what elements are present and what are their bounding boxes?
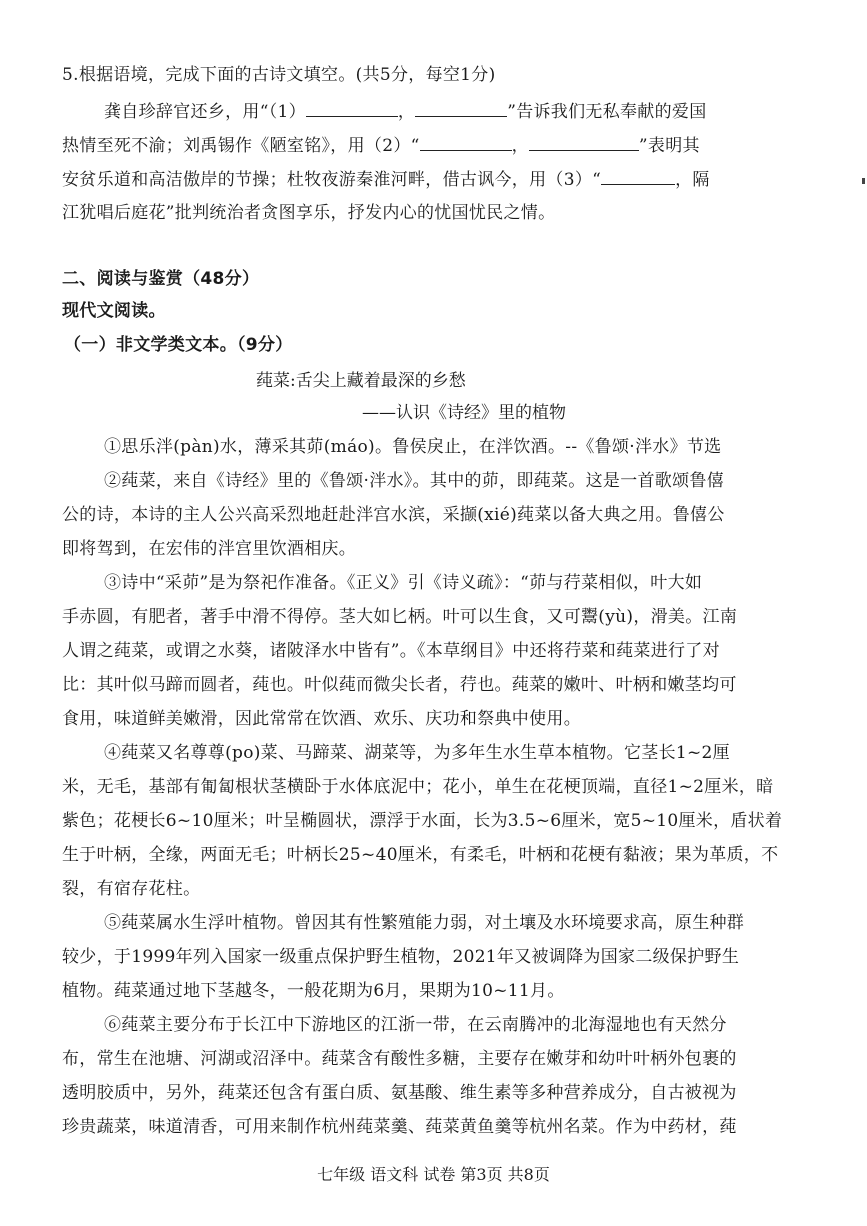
q5-text: 龚自珍辞官还乡，用“（1）	[104, 102, 306, 122]
fill-blank-3[interactable]	[601, 168, 675, 185]
part1-label: （一）非文学类文本。（9分）	[64, 335, 293, 355]
article-line: 较少，于1999年列入国家一级重点保护野生植物，2021年又被调降为国家二级保护野生	[62, 947, 740, 967]
article-subtitle: ——认识《诗经》里的植物	[362, 403, 566, 423]
section-title: 二、阅读与鉴赏（48分）	[62, 269, 260, 289]
article-line: 即将驾到，在宏伟的泮宫里饮酒相庆。	[62, 539, 357, 559]
q5-text: ”表明其	[638, 136, 700, 156]
article-line: 人谓之莼菜，或谓之水葵，诸陂泽水中皆有”。《本草纲目》中还将荇菜和莼菜进行了对	[62, 641, 720, 661]
article-line: 紫色；花梗长6~10厘米；叶呈椭圆状，漂浮于水面，长为3.5~6厘米，宽5~10厘米，盾状着	[62, 811, 783, 831]
q5-text: 热情至死不渝；刘禹锡作《陋室铭》，用（2）“	[62, 136, 420, 156]
article-line: 比：其叶似马蹄而圆者，莼也。叶似莼而微尖长者，荇也。莼菜的嫩叶、叶柄和嫩茎均可	[62, 675, 737, 695]
article-line: 手赤圆，有肥者，著手中滑不得停。茎大如匕柄。叶可以生食，又可鬻(yù)，滑美。江南	[62, 607, 738, 627]
q5-line-3	[62, 168, 710, 191]
article-line: 公的诗，本诗的主人公兴高采烈地赶赴泮宫水滨，采撷(xié)莼菜以备大典之用。鲁僖公	[62, 505, 725, 525]
article-line: 透明胶质中，另外，莼菜还包含有蛋白质、氨基酸、维生素等多种营养成分，自古被视为	[62, 1083, 737, 1103]
scan-mark	[862, 178, 865, 184]
article-line: 生于叶柄，全缘，两面无毛；叶柄长25~40厘米，有柔毛，叶柄和花梗有黏液；果为革质，不	[62, 845, 779, 865]
q5-text: ，隔	[675, 170, 710, 190]
article-line: 珍贵蔬菜，味道清香，可用来制作杭州莼菜羹、莼菜黄鱼羹等杭州名菜。作为中药材，莼	[62, 1117, 737, 1137]
article-line: 植物。莼菜通过地下茎越冬，一般花期为6月，果期为10~11月。	[62, 981, 565, 1001]
fill-blank-2b[interactable]	[529, 134, 639, 151]
q5-line-2	[62, 134, 700, 157]
fill-blank-1a[interactable]	[306, 100, 398, 117]
q5-text: ”告诉我们无私奉献的爱国	[507, 102, 707, 122]
q5-text: ，	[511, 136, 529, 156]
modern-reading-label: 现代文阅读。	[62, 301, 166, 321]
fill-blank-2a[interactable]	[420, 134, 512, 151]
article-line: ⑥莼菜主要分布于长江中下游地区的江浙一带，在云南腾冲的北海湿地也有天然分	[104, 1015, 727, 1035]
article-line: 米，无毛，基部有匍匐根状茎横卧于水体底泥中；花小，单生在花梗顶端，直径1~2厘米，暗	[62, 777, 774, 797]
q5-line-4: 江犹唱后庭花”批判统治者贪图享乐，抒发内心的忧国忧民之情。	[62, 203, 556, 223]
article-line: ④莼菜又名尊尊(po)菜、马蹄菜、湖菜等，为多年生水生草本植物。它茎长1~2厘	[104, 743, 730, 763]
article-line: 布，常生在池塘、河湖或沼泽中。莼菜含有酸性多糖，主要存在嫩芽和幼叶叶柄外包裹的	[62, 1049, 737, 1069]
article-title: 莼菜:舌尖上藏着最深的乡愁	[256, 371, 466, 391]
fill-blank-1b[interactable]	[415, 100, 507, 117]
article-line: 食用，味道鲜美嫩滑，因此常常在饮酒、欢乐、庆功和祭典中使用。	[62, 709, 581, 729]
article-line: ②莼菜，来自《诗经》里的《鲁颂·泮水》。其中的茆，即莼菜。这是一首歌颂鲁僖	[104, 471, 725, 491]
q5-line-1	[104, 100, 707, 123]
article-line: ③诗中“采茆”是为祭祀作准备。《正义》引《诗义疏》：“茆与荇菜相似，叶大如	[104, 573, 703, 593]
q5-text: 安贫乐道和高洁傲岸的节操；杜牧夜游秦淮河畔，借古讽今，用（3）“	[62, 170, 602, 190]
article-line: ①思乐泮(pàn)水，薄采其茆(máo)。鲁侯戾止，在泮饮酒。--《鲁颂·泮水》节选	[104, 437, 722, 457]
q5-heading: 5.根据语境，完成下面的古诗文填空。(共5分，每空1分)	[62, 65, 496, 85]
q5-text: ，	[397, 102, 416, 122]
article-line: 裂，有宿存花柱。	[62, 879, 201, 899]
page-footer: 七年级 语文科 试卷 第3页 共8页	[317, 1165, 550, 1184]
article-line: ⑤莼菜属水生浮叶植物。曾因其有性繁殖能力弱，对土壤及水环境要求高，原生种群	[104, 913, 745, 933]
